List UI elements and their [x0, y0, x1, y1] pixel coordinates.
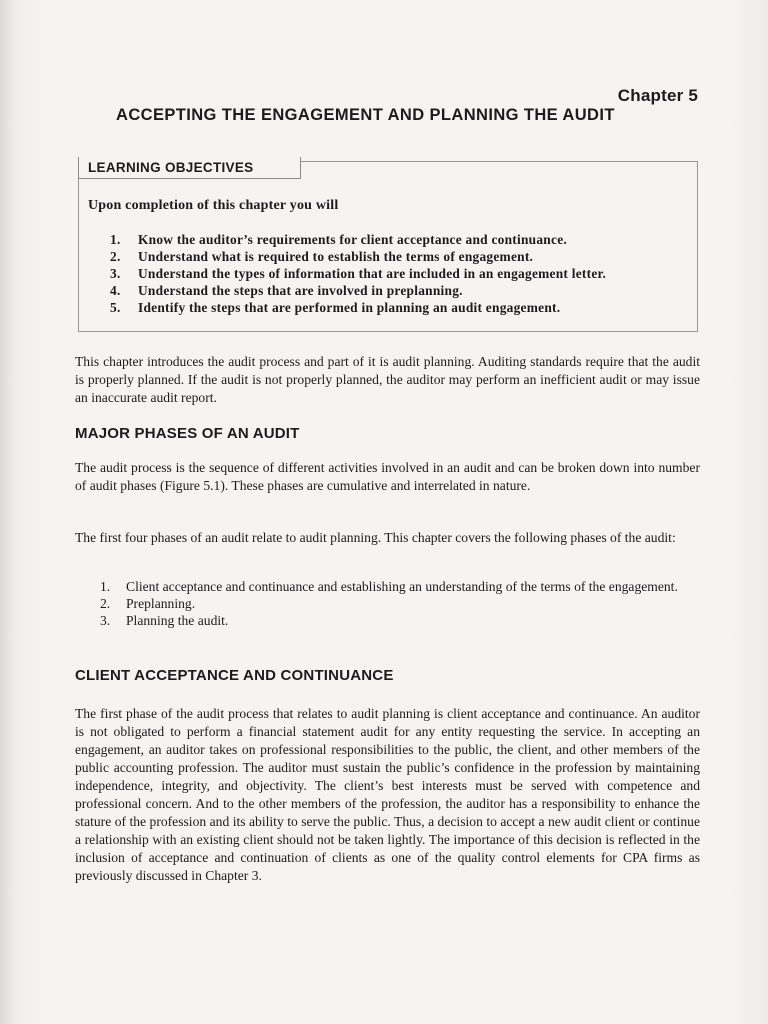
list-item [100, 595, 700, 612]
item-text: Understand the steps that are involved in preplanning. [138, 283, 463, 298]
list-item [110, 248, 606, 265]
item-number: 2. [100, 596, 111, 611]
list-item [110, 282, 606, 299]
learning-objectives-list [110, 231, 606, 316]
section-heading-major-phases: MAJOR PHASES OF AN AUDIT [75, 425, 300, 442]
client-acceptance-paragraph: The first phase of the audit process that relates to audit planning is client acceptance and continuance. An auditor is not obligated to perform a financial statement audit for any entity requesting the service. In accepting an engagement, an auditor takes on professional responsibilities to the public, the client, and other members of the public accounting profession. The auditor must sustain the public’s confidence in the profession by maintaining independence, integrity, and objectivity. The client’s best interests must be served with competence and professional concern. And to the other members of the profession, the auditor has a responsibility to enhance the stature of the profession and its ability to serve the public. Thus, a decision to accept a new audit client or continue a relationship with an existing client should not be taken lightly. The importance of this decision is reflected in the inclusion of acceptance and continuation of clients as one of the quality control elements for CPA firms as previously discussed in Chapter 3. [75, 706, 700, 883]
item-text: Planning the audit. [126, 613, 229, 628]
section-heading-client-acceptance: CLIENT ACCEPTANCE AND CONTINUANCE [75, 667, 394, 684]
item-text: Understand the types of information that are included in an engagement letter. [138, 266, 607, 281]
list-item [110, 265, 606, 282]
phases-paragraph-2: The first four phases of an audit relate to audit planning. This chapter covers the following phases of the audit: [75, 530, 676, 545]
item-number: 3. [100, 613, 111, 628]
phases-list [100, 578, 700, 629]
intro-paragraph: This chapter introduces the audit process and part of it is audit planning. Auditing standards require that the audit is properly planned. If the audit is not properly planned, the auditor may perform an inefficient audit or may issue an inaccurate audit report. [75, 354, 700, 405]
item-number: 3. [110, 266, 121, 281]
item-text: Understand what is required to establish the terms of engagement. [138, 249, 534, 264]
learning-objectives-intro: Upon completion of this chapter you will [88, 198, 339, 213]
item-text: Know the auditor’s requirements for client acceptance and continuance. [138, 232, 567, 247]
item-text: Client acceptance and continuance and establishing an understanding of the terms of the engagement. [126, 579, 678, 594]
item-number: 1. [110, 232, 121, 247]
list-item [100, 612, 700, 629]
item-number: 2. [110, 249, 121, 264]
list-item [100, 578, 700, 595]
list-item [110, 299, 606, 316]
list-item [110, 231, 606, 248]
chapter-title: ACCEPTING THE ENGAGEMENT AND PLANNING THE AUDIT [116, 106, 615, 124]
item-text: Identify the steps that are performed in planning an audit engagement. [138, 300, 561, 315]
item-number: 1. [100, 579, 111, 594]
learning-objectives-heading: LEARNING OBJECTIVES [88, 160, 254, 175]
item-number: 5. [110, 300, 121, 315]
chapter-number: Chapter 5 [617, 86, 698, 105]
item-number: 4. [110, 283, 121, 298]
item-text: Preplanning. [126, 596, 196, 611]
phases-paragraph-1: The audit process is the sequence of different activities involved in an audit and can be broken down into number of audit phases (Figure 5.1). These phases are cumulative and interrelated in nature. [75, 460, 700, 493]
